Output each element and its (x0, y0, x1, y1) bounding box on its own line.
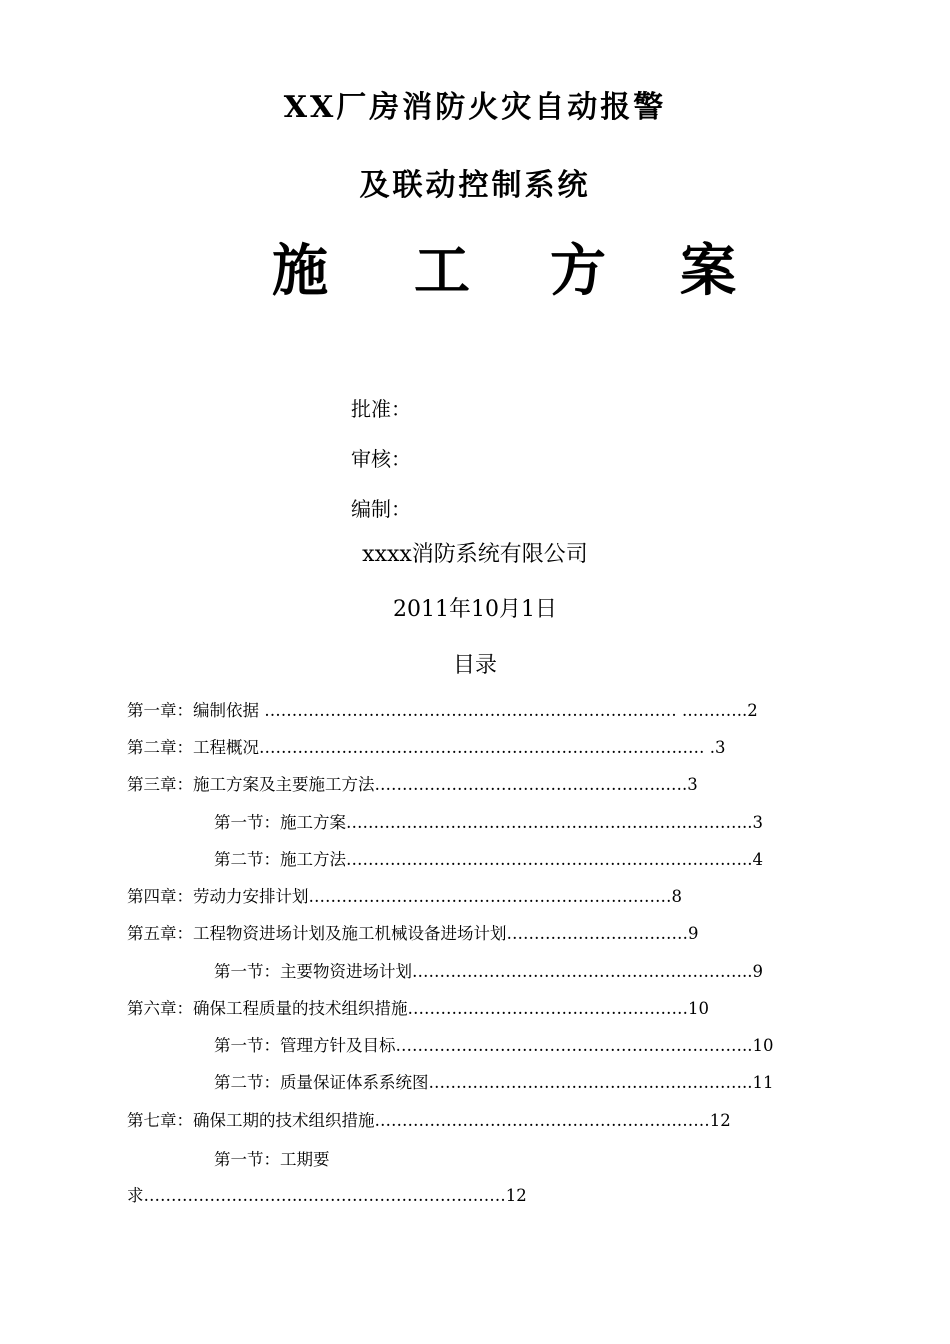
title-char-1: 施 (272, 238, 328, 304)
toc-entry-chapter-3[interactable]: 第三章：施工方案及主要施工方法……………………………………………..….3 (127, 775, 698, 794)
toc-entry-ch6-section-1[interactable]: 第一节：管理方针及目标………………………………………………………..10 (214, 1036, 774, 1055)
prepared-by-label: 编制： (351, 497, 411, 521)
toc-entry-chapter-4[interactable]: 第四章：劳动力安排计划…………………………………………………………8 (127, 887, 682, 906)
toc-entry-ch5-section-1[interactable]: 第一节：主要物资进场计划……………………………………………………..9 (214, 962, 763, 981)
document-title-line-2: 及联动控制系统 (359, 168, 591, 203)
toc-title: 目录 (452, 653, 497, 678)
toc-entry-chapter-2[interactable]: 第二章：工程概况……………………………………………………………………… .3 (127, 738, 726, 757)
title-char-3: 方 (550, 238, 606, 304)
toc-entry-chapter-1[interactable]: 第一章：编制依据 ………………………………………………………………… .………..2 (127, 701, 758, 720)
toc-entry-chapter-7[interactable]: 第七章：确保工期的技术组织措施……………………………………………….……12 (127, 1111, 731, 1130)
toc-entry-ch6-section-2[interactable]: 第二节：质量保证体系系统图…………………………………………………..11 (214, 1073, 774, 1092)
title-char-2: 工 (414, 238, 470, 304)
document-title-line-1: XX厂房消防火灾自动报警 (283, 90, 667, 125)
toc-entry-ch3-section-2[interactable]: 第二节：施工方法………………………………………………………………..4 (214, 850, 763, 869)
approval-label: 批准： (351, 397, 411, 421)
toc-entry-ch3-section-1[interactable]: 第一节：施工方案………………………………………………………………..3 (214, 813, 763, 832)
review-label: 审核： (351, 447, 411, 471)
document-title-line-3 (272, 236, 752, 306)
toc-entry-chapter-6[interactable]: 第六章：确保工程质量的技术组织措施……………………………………………10 (127, 999, 709, 1018)
document-date: 2011年10月1日 (393, 597, 557, 622)
toc-entry-chapter-5[interactable]: 第五章：工程物资进场计划及施工机械设备进场计划……………………………9 (127, 924, 699, 943)
title-char-4: 案 (680, 238, 736, 304)
company-name: xxxx消防系统有限公司 (362, 542, 588, 567)
toc-entry-ch7-section-1-continued[interactable]: 求………………………..………………………….……12 (127, 1186, 527, 1205)
toc-entry-ch7-section-1[interactable]: 第一节：工期要 (214, 1150, 330, 1169)
